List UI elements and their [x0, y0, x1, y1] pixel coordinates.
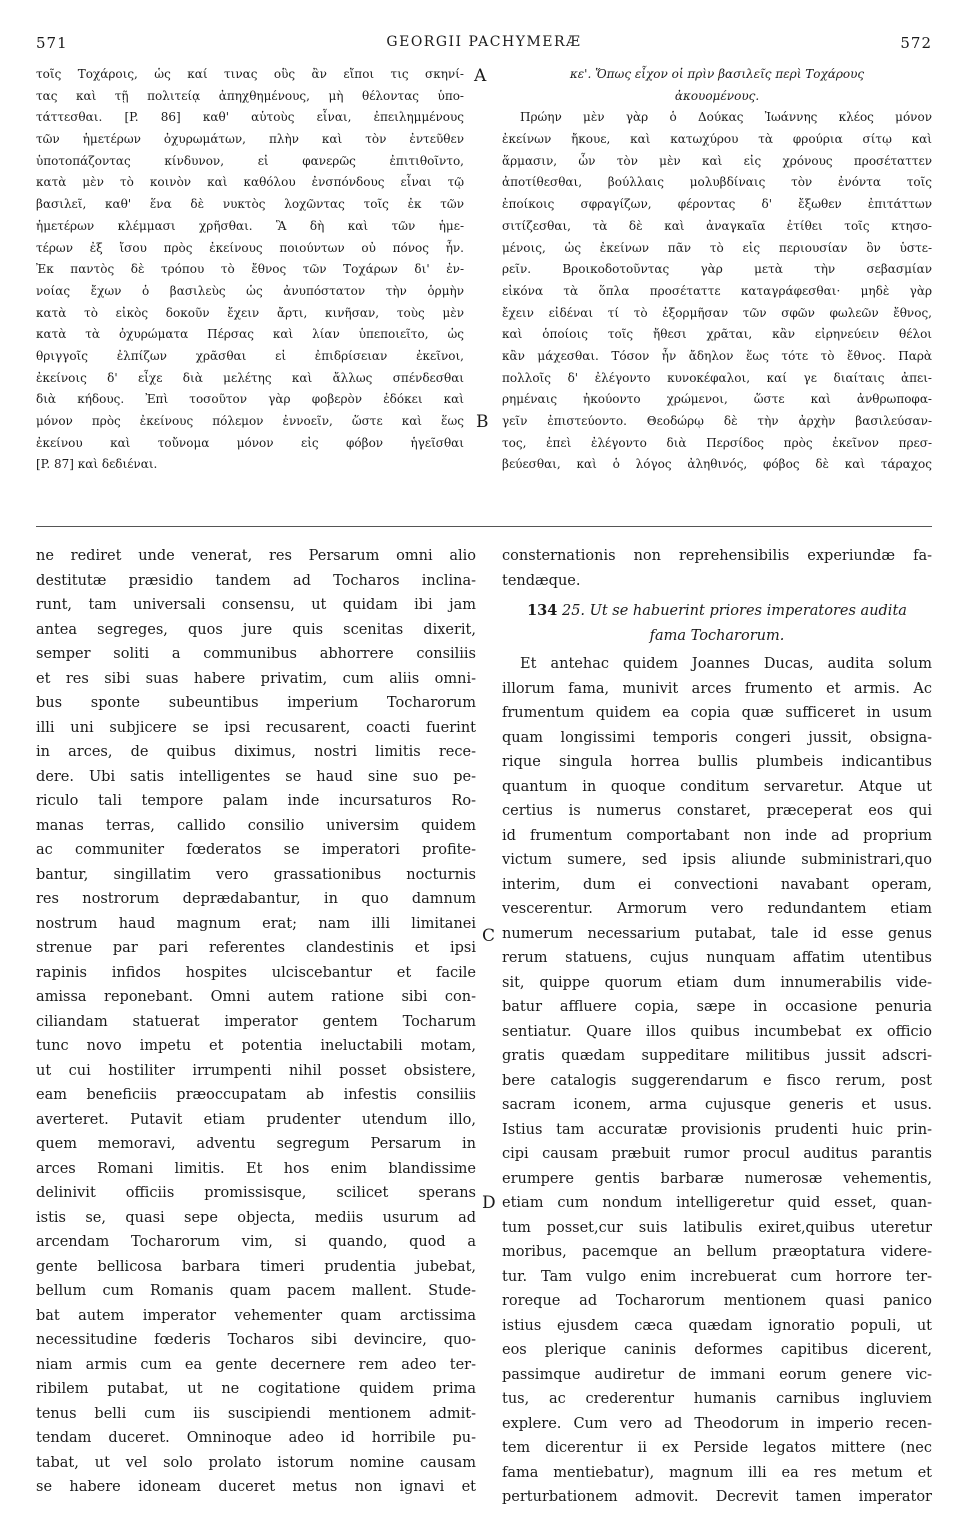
- text-line: quem memoravi, adventu segregum Persarum in: [36, 1136, 476, 1152]
- text-line: cipi causam præbuit rumor procul auditus parantis: [502, 1146, 932, 1162]
- text-line: καὶ ὁποίοις τοῖς ἤθεσι χρᾶται, κἂν εἰρηνεύειν θέλοι: [502, 327, 932, 342]
- text-line: explere. Cum vero ad Theodorum in imperio recen-: [502, 1415, 932, 1432]
- text-line: ἐποίκοις σφραγίζων, φέροντας δ' ἔξωθεν ἐπιτάττων: [502, 197, 932, 212]
- margin-marker-a: A: [474, 66, 487, 86]
- text-line: arcendam Tocharorum vim, si quando, quod a: [36, 1234, 476, 1250]
- text-line: etiam cum nondum intelligeretur quid esset, quan-: [502, 1195, 932, 1211]
- text-line: τῶν ἡμετέρων ὀχυρωμάτων, πλὴν καὶ τὸν ἐντεῦθεν: [36, 132, 464, 147]
- text-line: τας καὶ τῇ πολιτείᾳ ἀπηχθημένους, μὴ θέλοντας ὑπο-: [36, 88, 464, 103]
- text-line: bere catalogis suggerendarum e fisco rerum, post: [502, 1072, 932, 1089]
- text-line: bat autem imperator vehementer quam arctissima: [36, 1307, 476, 1324]
- text-line: bantur, singillatim vero grassationibus nocturnis: [36, 866, 476, 883]
- section-number: 134: [527, 602, 558, 619]
- margin-marker-b: B: [476, 412, 489, 432]
- latin-right-text: [502, 652, 932, 1510]
- margin-marker-d: D: [482, 1193, 496, 1213]
- text-line: ἐκείνου καὶ τοὔνομα μόνον εἰς φόβον ἡγεῖσθαι: [36, 435, 464, 450]
- text-line: passimque audiretur de immani eorum genere vic-: [502, 1366, 932, 1383]
- text-line: ὑποτοπάζοντας κίνδυνον, εἰ φανερῶς ἐπιτιθοῖντο,: [36, 153, 464, 168]
- text-line: necessitudine fœderis Tocharos sibi devincire, quo-: [36, 1332, 476, 1348]
- text-line: batur affluere copia, sæpe in occasione penuria: [502, 999, 932, 1015]
- latin-heading-line-2: fama Tocharorum.: [649, 627, 785, 644]
- text-line: manas terras, callido consilio universim quidem: [36, 817, 476, 834]
- text-line: tabat, ut vel solo prolato istorum nomine causam: [36, 1454, 476, 1471]
- greek-section-heading: [502, 64, 932, 107]
- text-line: gente bellicosa barbara timeri prudentia jubebat,: [36, 1258, 476, 1275]
- text-line: ne rediret unde venerat, res Persarum omni alio: [36, 548, 476, 564]
- text-line: id frumentum comportabant non inde ad proprium: [502, 827, 932, 844]
- text-line: ac communiter fœderatos se imperatori profite-: [36, 842, 476, 858]
- text-line: ribilem putabat, ut ne cogitatione quidem prima: [36, 1381, 476, 1397]
- greek-column-right: [502, 64, 932, 476]
- text-line: nostrum haud magnum erat; nam illi limitanei: [36, 915, 476, 932]
- text-line: tus, ac crederentur humanis carnibus ingluviem: [502, 1391, 932, 1407]
- text-line: ἐκείνοις δ' εἶχε διὰ μελέτης καὶ ἄλλως σπένδεσθαι: [36, 370, 464, 385]
- text-line: interim, dum ei convectioni navabant operam,: [502, 876, 932, 893]
- page-header: [36, 34, 932, 58]
- greek-column-left: [36, 64, 464, 476]
- text-line: riculo tali tempore palam inde incursaturos Ro-: [36, 793, 476, 809]
- text-line: gratis quædam suppeditare militibus jussit adscri-: [502, 1048, 932, 1064]
- text-line: amissa reponebant. Omni autem ratione sibi con-: [36, 989, 476, 1005]
- text-line: roreque ad Tocharorum mentionem quasi panico: [502, 1293, 932, 1309]
- column-separator-rule: [36, 526, 932, 527]
- text-line: res nostrorum deprædabantur, in quo damnum: [36, 891, 476, 907]
- latin-column-right: [502, 544, 932, 1510]
- text-line: ρεῖν. Βροικοδοτοῦντας γὰρ μετὰ τὴν σεβασμίαν: [502, 262, 932, 277]
- text-line: tur. Tam vulgo enim increbuerat cum horrore ter-: [502, 1268, 932, 1285]
- page-number-left: 571: [36, 34, 68, 52]
- latin-right-top-text: [502, 544, 932, 593]
- text-line: [P. 87] καὶ δεδιέναι.: [36, 457, 158, 472]
- text-line: τάττεσθαι. [P. 86] καθ' αὑτοὺς εἶναι, ἐπειλημμένους: [36, 110, 464, 125]
- text-line: ciliandam statuerat imperator gentem Tocharum: [36, 1013, 476, 1030]
- text-line: moribus, pacemque an bellum præoptatura videre-: [502, 1244, 932, 1260]
- text-line: νοίας ἔχων ὁ βασιλεὺς ὡς ἀνυπόστατον τὴν ὁρμὴν: [36, 283, 464, 298]
- text-line: κατὰ τὰ ὀχυρώματα Πέρσας καὶ λίαν ὑπεποιεῖτο, ὡς: [36, 327, 464, 342]
- text-line: bus sponte subeuntibus imperium Tocharorum: [36, 695, 476, 711]
- text-line: βασιλεῖ, καθ' ἕνα δὲ νυκτὸς λοχῶντας τοῖς ἐκ τῶν: [36, 197, 464, 212]
- text-line: πολλοῖς δ' ἐλέγοντο κυνοκέφαλοι, καί γε διαίταις ἀπει-: [502, 370, 932, 385]
- text-line: τος, ἐπεὶ ἐλέγοντο διὰ Περσίδος πρὸς ἐκεῖνον πρεσ-: [502, 435, 932, 450]
- text-line: sacram iconem, arma cujusque generis et usus.: [502, 1097, 932, 1113]
- text-line: victum sumere, sed ipsis aliunde subministrari,quo: [502, 852, 932, 868]
- text-line: bellum cum Romanis quam pacem mallent. Stude-: [36, 1283, 476, 1299]
- page-number-right: 572: [900, 34, 932, 52]
- text-line: frumentum quidem ea copia quæ sufficeret in usum: [502, 705, 932, 721]
- text-line: tem dicerentur ii ex Perside legatos mittere (nec: [502, 1440, 932, 1456]
- running-title: GEORGII PACHYMERÆ: [386, 34, 582, 50]
- text-line: in arces, de quibus diximus, nostri limitis rece-: [36, 744, 476, 760]
- text-line: quantum in quoque conditum servaretur. Atque ut: [502, 778, 932, 795]
- latin-column-left: [36, 544, 476, 1500]
- text-line: destitutæ præsidio tandem ad Tocharos inclina-: [36, 572, 476, 589]
- text-line: illorum fama, munivit arces frumento et armis. Ac: [502, 680, 932, 697]
- text-line: ἡμετέρων κλέμμασι χρῆσθαι. Ἃ δὴ καὶ τῶν ἡμε-: [36, 218, 464, 233]
- text-line: γεῖν ἐπιστεύοντο. Θεοδώρῳ δὲ τὴν ἀρχὴν βασιλεύσαν-: [502, 414, 932, 428]
- margin-marker-c: C: [482, 926, 496, 946]
- text-line: certius is numerus constaret, præceperat eos qui: [502, 803, 932, 819]
- text-line: antea segreges, quos jure quis scenitas dixerit,: [36, 621, 476, 638]
- text-line: strenue par pari referentes clandestinis et ipsi: [36, 940, 476, 956]
- text-line: τέρων ἐξ ἴσου πρὸς ἐκείνους ποιούντων οὐ πόνος ἦν.: [36, 240, 464, 255]
- greek-right-text: [502, 107, 932, 476]
- text-line: vescerentur. Armorum vero redundantem etiam: [502, 901, 932, 917]
- text-line: rerum statuens, cujus nunquam affatim utentibus: [502, 950, 932, 966]
- text-line: tendam duceret. Omninoque adeo id horribile pu-: [36, 1430, 476, 1446]
- text-line: tum posset,cur suis latibulis exiret,quibus uteretur: [502, 1219, 932, 1236]
- text-line: tunc novo impetu et potentia ineluctabili motam,: [36, 1038, 476, 1054]
- text-line: illi uni subjicere se ipsi recusarent, coacti fuerint: [36, 719, 476, 736]
- text-line: ἀποτίθεσθαι, βούλλαις μολυβδίναις τὸν ἐνόντα τοῖς: [502, 175, 932, 190]
- text-line: se habere idoneam duceret metus non ignavi et: [36, 1479, 476, 1495]
- text-line: ἅρμασιν, ὧν τὸν μὲν καὶ εἰς χρόνους προσέταττεν: [502, 153, 932, 168]
- text-line: Et antehac quidem Joannes Ducas, audita solum: [520, 656, 932, 672]
- text-line: tenus belli cum iis suscipiendi mentionem admit-: [36, 1405, 476, 1422]
- text-line: μόνον πρὸς ἐκείνους πόλεμον ἐννοεῖν, ὥστε καὶ ἕως: [36, 414, 464, 428]
- text-line: διὰ κήδους. Ἐπὶ τοσοῦτον γὰρ φοβερὸν ἐδόκει καὶ: [36, 392, 464, 407]
- text-line: sentiatur. Quare illos quibus incumbebat ex officio: [502, 1023, 932, 1040]
- text-line: κἂν μάχεσθαι. Τόσον ἦν ἄδηλον ἕως τότε τὸ ἔθνος. Παρὰ: [502, 348, 932, 363]
- text-line: consternationis non reprehensibilis experiundæ fa-: [502, 548, 932, 564]
- latin-heading-line-1: 134 25. Ut se habuerint priores imperatores audita: [527, 602, 907, 619]
- text-line: κε'. Ὅπως εἶχον οἱ πρὶν βασιλεῖς περὶ Τοχάρους: [569, 67, 865, 81]
- text-line: κατὰ τὸ εἰκὸς δοκοῦν ἔχειν ἄρτι, κινῆσαν, τοὺς μὲν: [36, 305, 464, 320]
- text-line: runt, tam universali consensu, ut quidam ibi jam: [36, 597, 476, 613]
- text-line: rapinis infidos hospites ulciscebantur et facile: [36, 964, 476, 981]
- text-line: ἐκείνων ἤκουε, καὶ κατωχύρου τὰ φρούρια σίτῳ καὶ: [502, 132, 932, 147]
- text-line: fama mentiebatur), magnum illi ea res metum et: [502, 1464, 932, 1481]
- text-line: semper soliti a communibus abhorrere consiliis: [36, 646, 476, 662]
- text-line: delinivit officiis promissisque, scilicet sperans: [36, 1185, 476, 1201]
- text-line: istius ejusdem cæca quædam ignoratio populi, ut: [502, 1317, 932, 1334]
- text-line: tendæque.: [502, 572, 581, 589]
- text-line: sit, quippe quorum etiam dum innumerabilis vide-: [502, 974, 932, 991]
- text-line: Istius tam accuratæ provisionis prudenti huic prin-: [502, 1121, 932, 1138]
- text-line: niam armis cum ea gente decernere rem adeo ter-: [36, 1356, 476, 1373]
- text-line: dere. Ubi satis intelligentes se haud sine suo pe-: [36, 768, 476, 785]
- text-line: rique singula horrea bullis plumbeis indicantibus: [502, 754, 932, 770]
- text-line: τοῖς Τοχάροις, ὡς καί τινας οὓς ἂν εἴποι τις σκηνί-: [36, 67, 464, 81]
- text-line: ρημέναις ἠκούοντο χρώμενοι, ὥστε καὶ ἀνθρωποφα-: [502, 392, 932, 407]
- text-line: θριγγοῖς ἐλπίζων χρᾶσθαι εἰ ἐπιδρίσειαν ἐκεῖνοι,: [36, 348, 464, 363]
- text-line: et res sibi suas habere privatim, cum aliis omni-: [36, 670, 476, 687]
- text-line: eam beneficiis præoccupatam ab infestis consiliis: [36, 1087, 476, 1103]
- text-line: σιτίζεσθαι, τὰ δὲ καὶ ἀναγκαῖα ἐτίθει τοῖς κτησο-: [502, 218, 932, 233]
- text-line: numerum necessarium putabat, tale id esse genus: [502, 925, 932, 942]
- text-line: istis se, quasi sepe objecta, mediis usurum ad: [36, 1209, 476, 1226]
- text-line: Πρώην μὲν γὰρ ὁ Δούκας Ἰωάννης κλέος μόνον: [520, 110, 932, 125]
- text-line: ἔχειν εἰδέναι τί τὸ ἐξορμῆσαν τῶν σφῶν φωλεῶν ἔθνος,: [502, 305, 932, 320]
- text-line: erumpere gentis barbaræ numerosæ vehementis,: [502, 1170, 932, 1187]
- text-line: κατὰ μὲν τὸ κοινὸν καὶ καθόλου ἐνσπόνδους εἶναι τῷ: [36, 175, 464, 190]
- text-line: perturbationem admovit. Decrevit tamen imperator: [502, 1489, 932, 1505]
- latin-section-heading: [502, 593, 932, 652]
- text-line: arces Romani limitis. Et hos enim blandissime: [36, 1160, 476, 1177]
- text-line: eos plerique caninis deformes capitibus dicerent,: [502, 1342, 932, 1358]
- text-line: εἰκόνα τὰ ὅπλα προσέταττε καταγράφεσθαι· μηδὲ γὰρ: [502, 283, 932, 298]
- text-line: μένοις, ὡς ἐκείνων πᾶν τὸ εἰς περιουσίαν ὂν ὑστε-: [502, 240, 932, 255]
- text-line: averteret. Putavit etiam prudenter utendum illo,: [36, 1111, 476, 1128]
- text-line: quam longissimi temporis congeri jussit, obsigna-: [502, 729, 932, 746]
- text-line: ἀκουομένους.: [674, 88, 760, 103]
- text-line: ut cui hostiliter irrumpenti nihil posset obsistere,: [36, 1062, 476, 1079]
- text-line: βεύεσθαι, καὶ ὁ λόγος ἀληθινός, φόβος δὲ καὶ τάραχος: [502, 457, 932, 472]
- text-line: Ἐκ παντὸς δὲ τρόπου τὸ ἔθνος τῶν Τοχάρων δι' ἐν-: [36, 262, 464, 277]
